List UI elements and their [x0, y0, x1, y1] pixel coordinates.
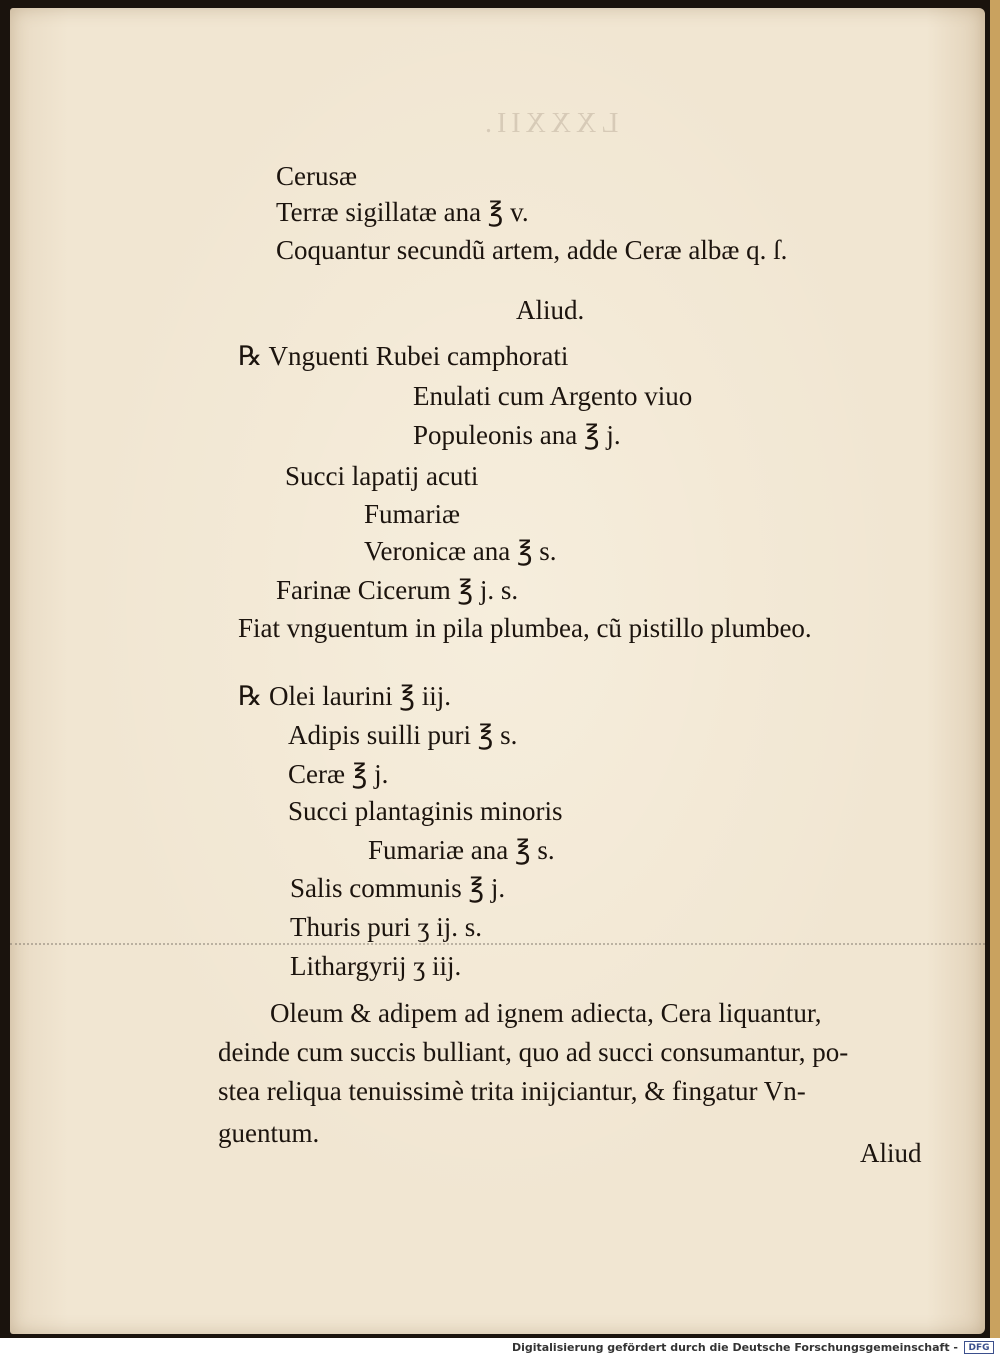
funding-credit: Digitalisierung gefördert durch die Deutsche Forschungsgemeinschaft - [511, 1341, 958, 1354]
text-line: Fumariæ ana ℥ s. [368, 835, 555, 865]
text-line: Oleum & adipem ad ignem adiecta, Cera liquantur, [270, 998, 822, 1028]
text-line: Fumariæ [364, 499, 461, 529]
text-line: Thuris puri ʒ ij. s. [290, 912, 482, 942]
text-line: Terræ sigillatæ ana ℥ v. [276, 197, 529, 227]
text-line: Farinæ Cicerum ℥ j. s. [276, 575, 519, 605]
bleed-through-folio: LXXXII. [480, 108, 619, 139]
page-edge [990, 0, 1000, 1338]
text-line: Populeonis ana ℥ j. [413, 420, 621, 450]
fold-crease [10, 943, 985, 945]
catchword: Aliud [860, 1138, 922, 1168]
text-line: Lithargyrij ʒ iij. [290, 951, 462, 981]
section-heading: Aliud. [516, 295, 585, 325]
text-line: Cerusæ [276, 161, 357, 191]
text-line: Fiat vnguentum in pila plumbea, cũ pistillo plumbeo. [238, 613, 812, 643]
text-line: Succi lapatij acuti [285, 461, 479, 491]
text-line: Salis communis ℥ j. [290, 873, 506, 903]
dfg-logo: DFG [964, 1341, 994, 1354]
text-line: Adipis suilli puri ℥ s. [288, 720, 518, 750]
text-line: Coquantur secundũ artem, adde Ceræ albæ q. ſ. [276, 235, 788, 265]
text-line: Succi plantaginis minoris [288, 796, 563, 826]
text-line: Ceræ ℥ j. [288, 759, 389, 789]
text-line: Enulati cum Argento viuo [413, 381, 693, 411]
footer-bar [0, 1338, 1000, 1358]
text-line: Veronicæ ana ℥ s. [364, 536, 557, 566]
text-line: ℞ Vnguenti Rubei camphorati [238, 341, 569, 371]
text-line: stea reliqua tenuissimè trita inijciantur, & fingatur Vn- [218, 1076, 806, 1106]
text-line: deinde cum succis bulliant, quo ad succi consumantur, po- [218, 1037, 849, 1067]
text-line: guentum. [218, 1118, 320, 1148]
text-line: ℞ Olei laurini ℥ iij. [238, 681, 452, 711]
